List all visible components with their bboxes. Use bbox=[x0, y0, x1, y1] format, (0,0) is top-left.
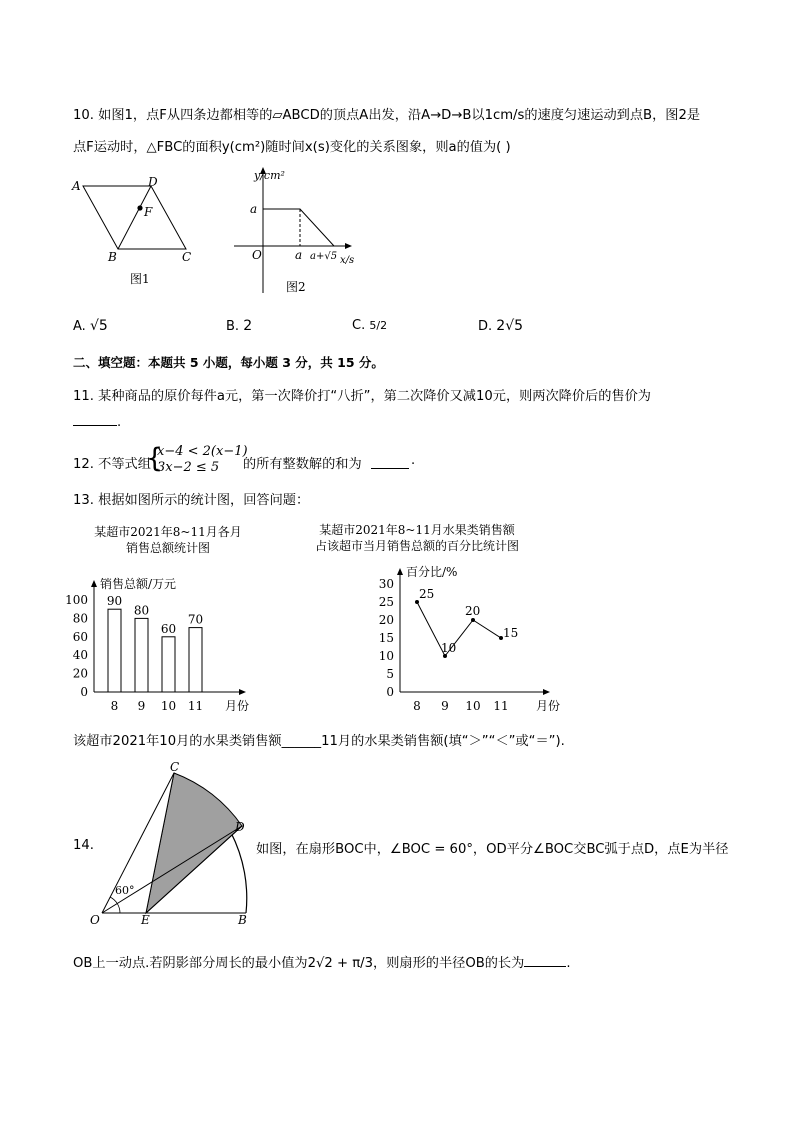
fig2-label-end: a+√5 bbox=[310, 251, 338, 262]
q14-label-E: E bbox=[141, 913, 150, 927]
q10-figure1 bbox=[68, 170, 198, 290]
chart2-line-chart bbox=[362, 560, 562, 715]
fig1-label-B: B bbox=[108, 250, 117, 264]
chart1-ytick-label: 80 bbox=[72, 611, 88, 626]
section-heading-fill-in: 二、填空题：本题共 5 小题，每小题 3 分，共 15 分。 bbox=[73, 355, 384, 370]
fig1-label-C: C bbox=[182, 250, 192, 264]
chart2-xlabel: 月份 bbox=[536, 699, 561, 713]
chart2-xtick-label: 11 bbox=[493, 699, 509, 713]
chart2-ytick-label: 10 bbox=[378, 649, 394, 663]
chart2-ylabel: 百分比/% bbox=[406, 565, 458, 579]
chart2-x-arrow bbox=[543, 689, 550, 695]
chart2-y-arrow bbox=[397, 568, 403, 575]
chart1-ytick-label: 40 bbox=[72, 648, 88, 663]
q14-label-B: B bbox=[238, 913, 247, 927]
chart2-ytick-label: 25 bbox=[378, 595, 394, 609]
q14-number: 14. bbox=[73, 838, 94, 853]
chart1-bar-value: 90 bbox=[106, 594, 123, 609]
q10-line2: 点F运动时，△FBC的面积y(cm²)随时间x(s)变化的关系图象，则a的值为( ) bbox=[73, 140, 511, 155]
fig2-label-a-y: a bbox=[250, 202, 258, 216]
chart2-ytick-label: 5 bbox=[386, 667, 394, 681]
fig2-x-axis-label: x/s bbox=[340, 255, 355, 266]
chart2-series-line bbox=[417, 602, 501, 656]
chart1-xtick-label: 8 bbox=[110, 699, 119, 713]
q10-figure2 bbox=[228, 163, 368, 298]
q14-label-O: O bbox=[90, 913, 100, 927]
chart1-bar bbox=[108, 609, 121, 692]
q10-option-c: C. 5/2 bbox=[352, 318, 388, 333]
q14-label-C: C bbox=[170, 760, 180, 774]
fig2-origin: O bbox=[252, 248, 262, 262]
chart2-xtick-label: 8 bbox=[413, 699, 421, 713]
q10-option-b: B. 2 bbox=[226, 318, 253, 334]
q14-text-line1: 如图，在扇形BOC中，∠BOC = 60°，OD平分∠BOC交BC弧于点D，点E为半径 bbox=[256, 842, 729, 857]
fig1-label-D: D bbox=[148, 175, 158, 189]
chart2-ytick-label: 30 bbox=[378, 577, 394, 591]
chart1-xtick-label: 9 bbox=[137, 699, 146, 713]
chart2-ytick-label: 15 bbox=[378, 631, 394, 645]
chart1-ytick-label: 0 bbox=[80, 685, 88, 699]
q12-inequality-1: x−4 < 2(x−1) bbox=[157, 444, 248, 459]
fig1-caption: 图1 bbox=[130, 272, 150, 286]
q12-blank[interactable] bbox=[371, 453, 409, 469]
q14-sector-figure bbox=[86, 758, 256, 928]
chart1-bar-value: 70 bbox=[187, 612, 204, 627]
chart2-point bbox=[471, 618, 475, 622]
q10-option-d: D. 2√5 bbox=[478, 318, 524, 334]
chart1-bar bbox=[189, 628, 202, 692]
chart2-ytick-label: 20 bbox=[378, 613, 394, 627]
chart2-title: 某超市2021年8~11月水果类销售额 占该超市当月销售总额的百分比统计图 bbox=[314, 523, 519, 553]
fig2-label-a-x: a bbox=[295, 248, 303, 262]
q14-label-D: D bbox=[235, 820, 245, 834]
chart1-y-arrow bbox=[91, 580, 97, 587]
chart1-xlabel: 月份 bbox=[225, 699, 250, 713]
chart1-title: 某超市2021年8~11月各月 销售总额统计图 bbox=[94, 525, 242, 555]
q13-question: 该超市2021年10月的水果类销售额______11月的水果类销售额(填“＞”“＜”或“＝”). bbox=[73, 734, 565, 749]
chart1-bar-value: 80 bbox=[133, 603, 150, 618]
q13-stem: 13. 根据如图所示的统计图，回答问题： bbox=[73, 493, 310, 508]
chart2-point-label: 10 bbox=[441, 641, 457, 655]
q14-blank[interactable] bbox=[524, 966, 566, 967]
chart1-bar-chart bbox=[64, 570, 254, 715]
q11-blank[interactable] bbox=[73, 425, 117, 426]
q14-text-line2: OB上一动点.若阴影部分周长的最小值为2√2 + π/3，则扇形的半径OB的长为 . bbox=[73, 956, 571, 971]
chart2-xtick-label: 10 bbox=[465, 699, 481, 713]
chart2-ytick-label: 0 bbox=[386, 685, 394, 699]
chart2-point-label: 25 bbox=[419, 587, 435, 601]
chart1-bar bbox=[135, 618, 148, 692]
chart1-x-arrow bbox=[239, 689, 246, 695]
q11-answer-line: . bbox=[73, 415, 121, 430]
chart2-point-label: 15 bbox=[503, 626, 519, 640]
q10-option-a: A. √5 bbox=[73, 318, 108, 334]
fig1-label-F: F bbox=[144, 205, 153, 219]
chart2-xtick-label: 9 bbox=[441, 699, 449, 713]
chart1-xtick-label: 11 bbox=[187, 699, 204, 713]
fig2-y-axis-label: y/cm² bbox=[254, 169, 285, 182]
q10-line1: 10. 如图1，点F从四条边都相等的▱ABCD的顶点A出发，沿A→D→B以1cm/s的速度匀速运动到点B，图2是 bbox=[73, 108, 701, 123]
chart1-bar bbox=[162, 637, 175, 692]
chart2-point-label: 20 bbox=[465, 604, 481, 618]
fig1-label-A: A bbox=[72, 179, 81, 193]
chart1-ytick-label: 60 bbox=[72, 629, 88, 644]
q11-line1: 11. 某种商品的原价每件a元，第一次降价打“八折”，第二次降价又减10元，则两次降价后的售价为 bbox=[73, 389, 651, 404]
chart1-ytick-label: 100 bbox=[65, 593, 88, 607]
chart1-ytick-label: 20 bbox=[72, 666, 88, 681]
fig2-caption: 图2 bbox=[286, 280, 306, 294]
chart1-xtick-label: 10 bbox=[160, 699, 177, 713]
chart1-bar-value: 60 bbox=[160, 621, 177, 636]
q14-angle-label: 60° bbox=[115, 884, 135, 897]
chart1-ylabel: 销售总额/万元 bbox=[100, 577, 177, 591]
q12-inequality-2: 3x−2 ≤ 5 bbox=[157, 460, 220, 475]
